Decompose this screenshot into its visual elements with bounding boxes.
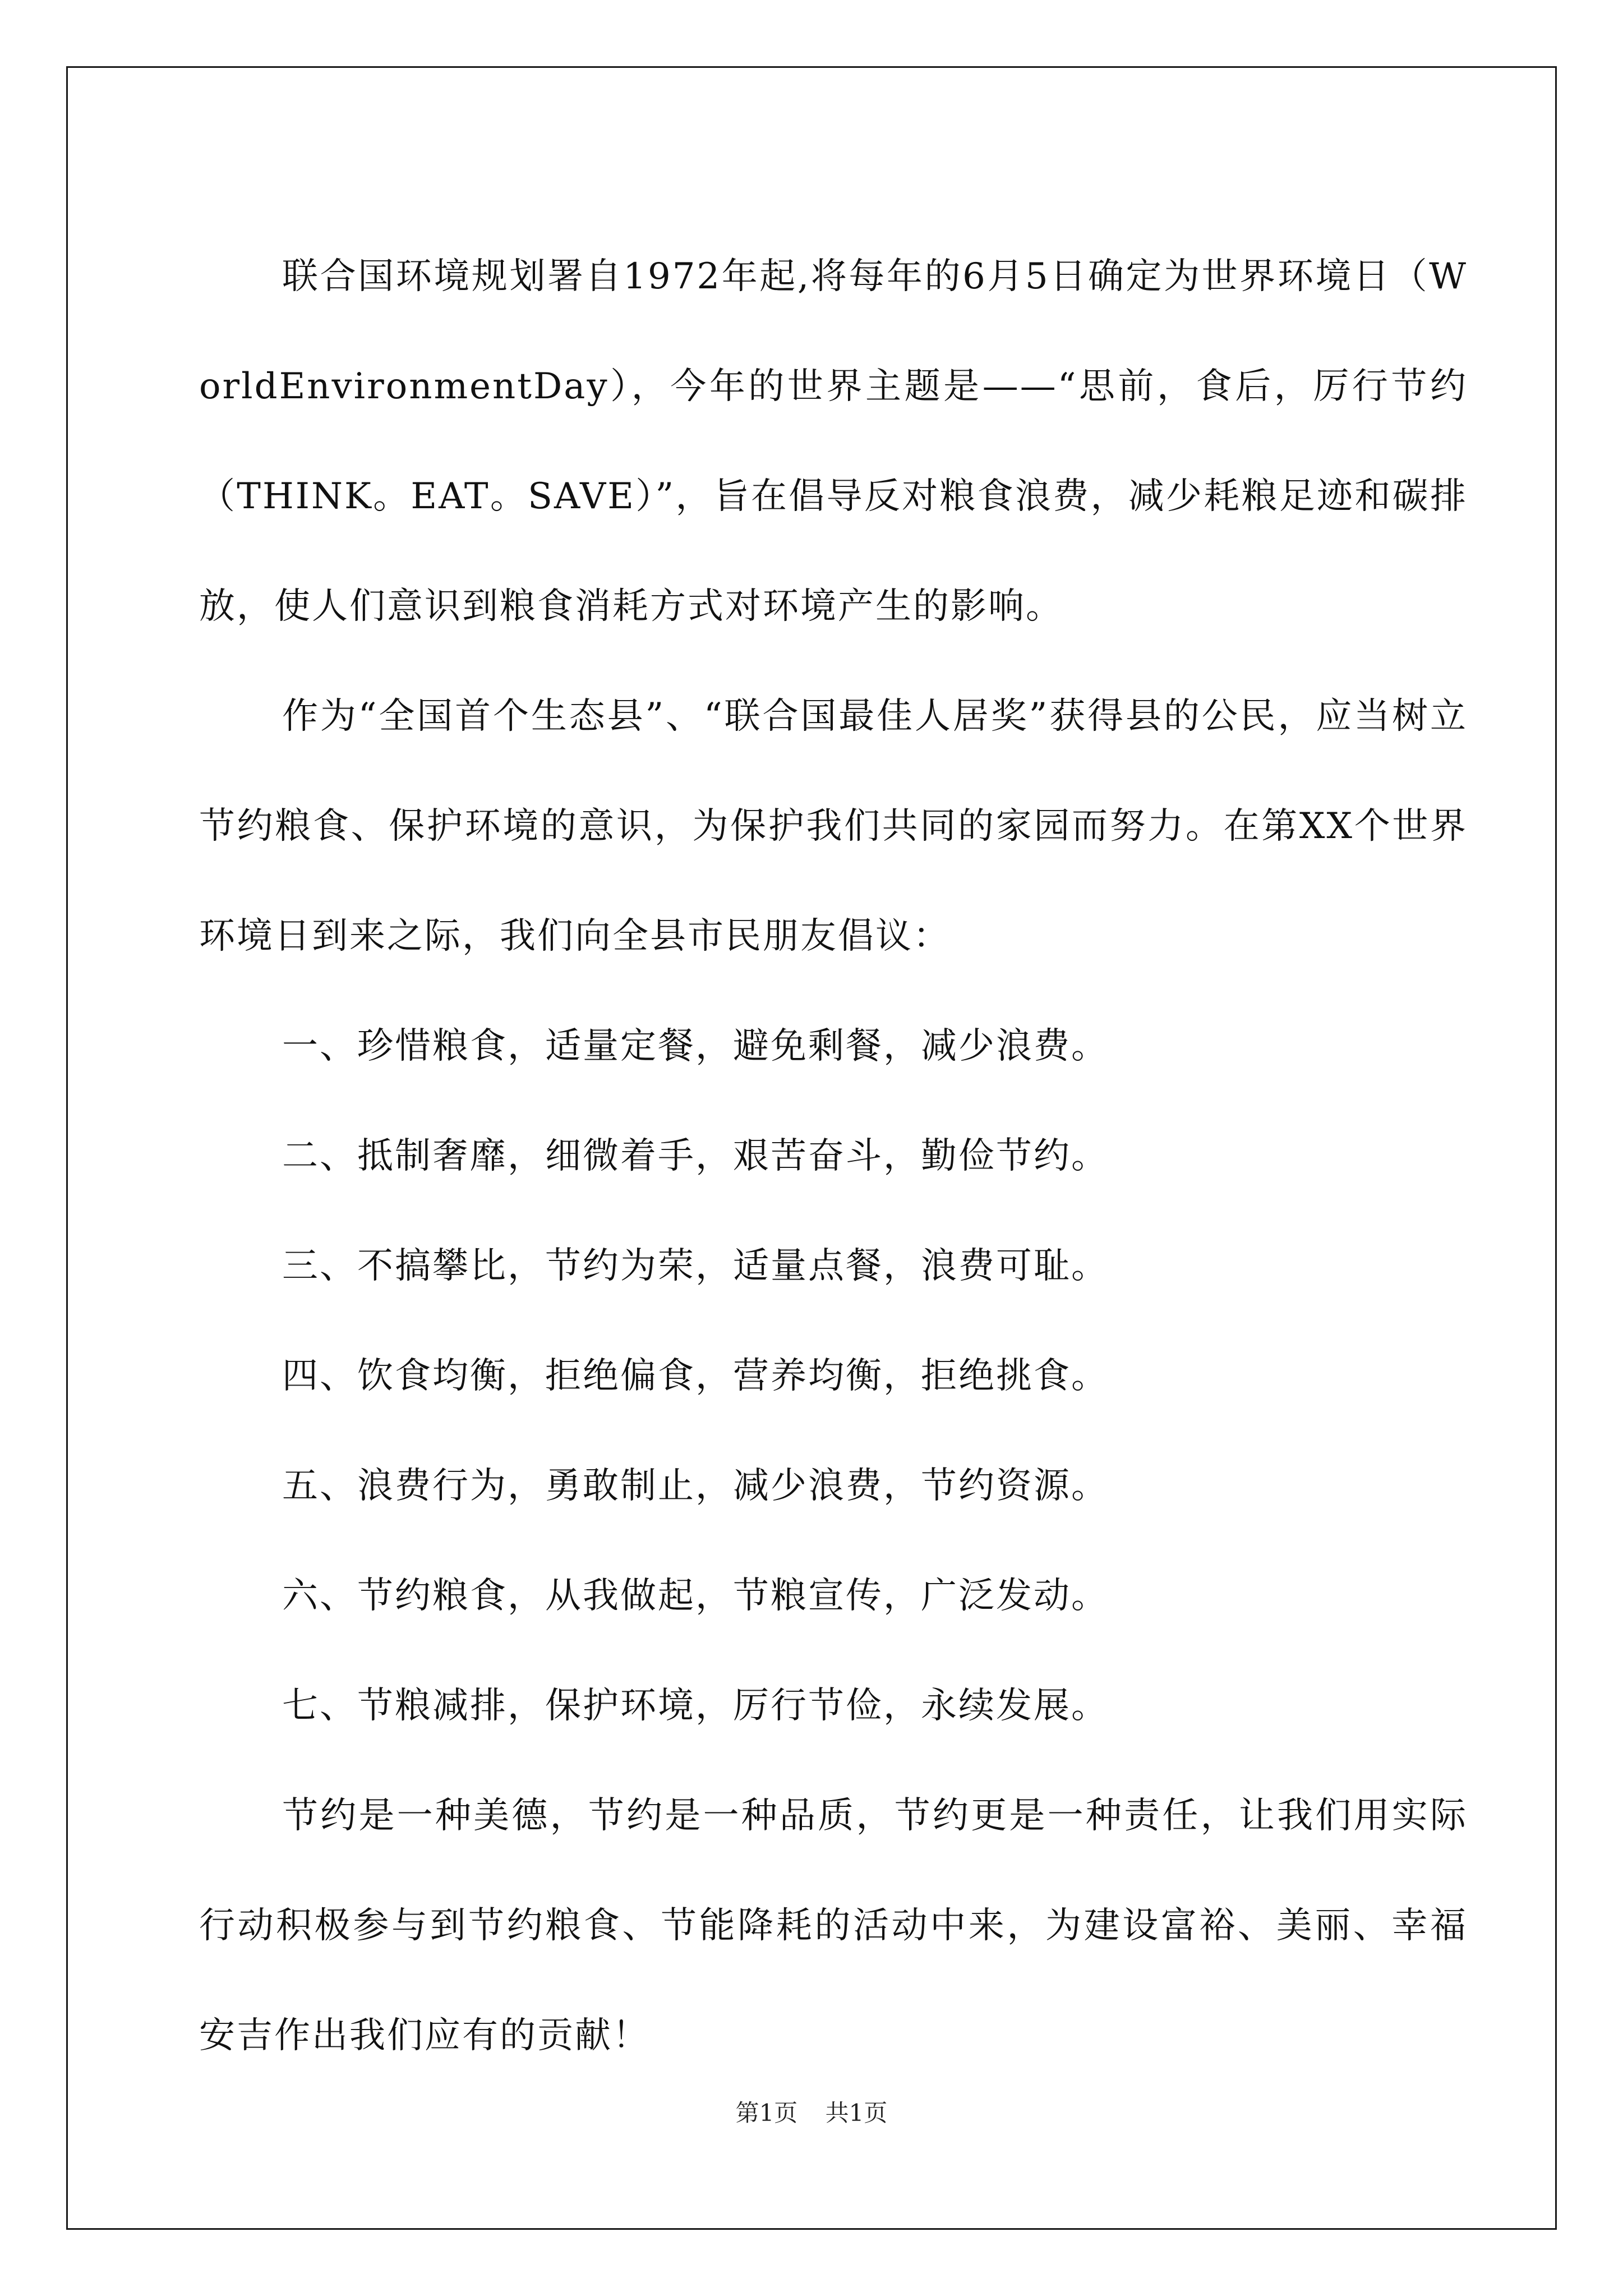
paragraph-intro: 联合国环境规划署自1972年起,将每年的6月5日确定为世界环境日（WorldEnvironmentDay），今年的世界主题是——“思前，食后，厉行节约（THINK。EAT。SAVE）”，旨在倡导反对粮食浪费，减少耗粮足迹和碳排放，使人们意识到粮食消耗方式对环境产生的影响。 <box>199 256 1468 627</box>
proposal-item-2: 二、抵制奢靡，细微着手，艰苦奋斗，勤俭节约。 <box>282 1135 1109 1177</box>
proposal-item-1: 一、珍惜粮食，适量定餐，避免剩餐，减少浪费。 <box>282 1025 1109 1067</box>
page-number: 第1页 <box>735 2099 798 2127</box>
proposal-item-5: 五、浪费行为，勇敢制止，减少浪费，节约资源。 <box>282 1465 1109 1507</box>
page-footer <box>0 2095 1623 2128</box>
proposal-item-7: 七、节粮减排，保护环境，厉行节俭，永续发展。 <box>282 1685 1109 1727</box>
paragraph-appeal: 作为“全国首个生态县”、“联合国最佳人居奖”获得县的公民，应当树立节约粮食、保护环境的意识，为保护我们共同的家园而努力。在第XX个世界环境日到来之际，我们向全县市民朋友倡议： <box>199 696 1468 957</box>
page-total: 共1页 <box>825 2099 888 2127</box>
document-body <box>199 222 1468 2091</box>
proposal-item-4: 四、饮食均衡，拒绝偏食，营养均衡，拒绝挑食。 <box>282 1355 1109 1397</box>
proposal-item-3: 三、不搞攀比，节约为荣，适量点餐，浪费可耻。 <box>282 1245 1109 1287</box>
proposal-item-6: 六、节约粮食，从我做起，节粮宣传，广泛发动。 <box>282 1575 1109 1617</box>
paragraph-conclusion: 节约是一种美德，节约是一种品质，节约更是一种责任，让我们用实际行动积极参与到节约粮食、节能降耗的活动中来，为建设富裕、美丽、幸福安吉作出我们应有的贡献！ <box>199 1795 1468 2056</box>
